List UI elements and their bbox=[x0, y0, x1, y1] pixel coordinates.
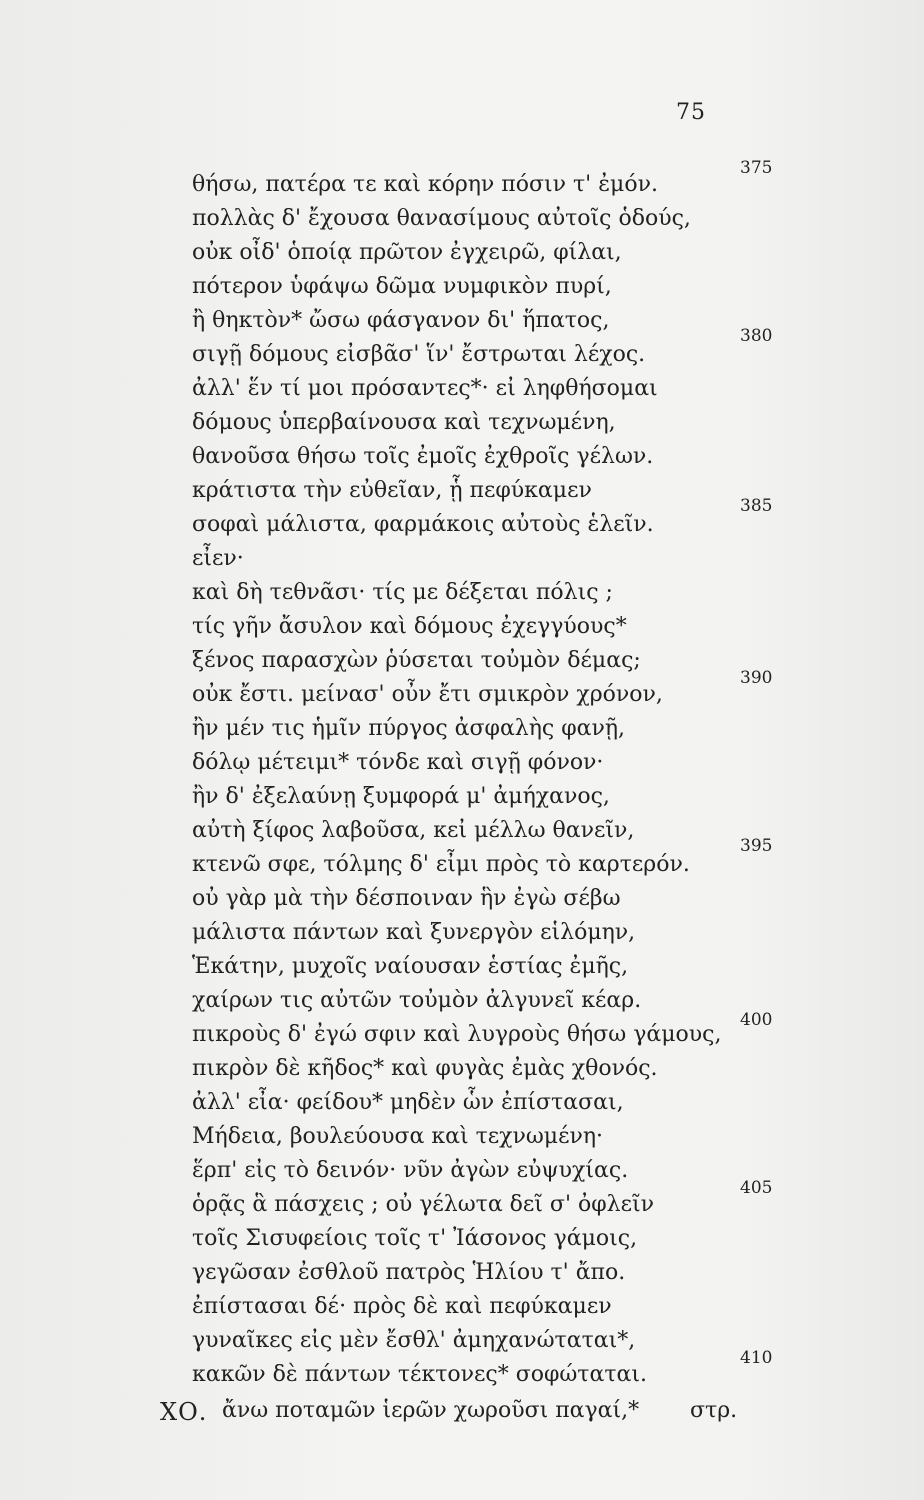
verse-line: πότερον ὑφάψω δῶμα νυμφικὸν πυρί, bbox=[192, 274, 612, 299]
verse-line: σοφαὶ μάλιστα, φαρμάκοις αὐτοὺς ἑλεῖν. bbox=[192, 512, 654, 537]
verse-line: ἢν μέν τις ἡμῖν πύργος ἀσφαλὴς φανῇ, bbox=[192, 716, 626, 741]
line-number: 390 bbox=[740, 668, 773, 688]
verse-line: εἶεν· bbox=[192, 546, 244, 571]
verse-line: κακῶν δὲ πάντων τέκτονες* σοφώταται. bbox=[192, 1362, 647, 1387]
line-number: 400 bbox=[740, 1010, 773, 1030]
line-number: 395 bbox=[740, 836, 773, 856]
verse-line: κράτιστα τὴν εὐθεῖαν, ᾗ πεφύκαμεν bbox=[192, 478, 592, 503]
verse-line: θήσω, πατέρα τε καὶ κόρην πόσιν τ' ἐμόν. bbox=[192, 172, 658, 197]
verse-line: σιγῇ δόμους εἰσβᾶσ' ἵν' ἔστρωται λέχος. bbox=[192, 342, 646, 367]
verse-line: γυναῖκες εἰς μὲν ἔσθλ' ἀμηχανώταται*, bbox=[192, 1328, 636, 1353]
verse-line: Μήδεια, βουλεύουσα καὶ τεχνωμένη· bbox=[192, 1124, 604, 1149]
line-number: 405 bbox=[740, 1178, 773, 1198]
verse-line: θανοῦσα θήσω τοῖς ἐμοῖς ἐχθροῖς γέλων. bbox=[192, 444, 654, 469]
verse-line: πολλὰς δ' ἔχουσα θανασίμους αὐτοῖς ὁδούς, bbox=[192, 206, 691, 231]
verse-line: τίς γῆν ἄσυλον καὶ δόμους ἐχεγγύους* bbox=[192, 614, 627, 639]
line-number: 385 bbox=[740, 496, 773, 516]
verse-line: καὶ δὴ τεθνᾶσι· τίς με δέξεται πόλις ; bbox=[192, 580, 613, 605]
verse-line: ἐπίστασαι δέ· πρὸς δὲ καὶ πεφύκαμεν bbox=[192, 1294, 612, 1319]
verse-line: δόλῳ μέτειμι* τόνδε καὶ σιγῇ φόνον· bbox=[192, 750, 604, 775]
verse-line: ξένος παρασχὼν ῥύσεται τοὐμὸν δέμας; bbox=[192, 648, 641, 673]
verse-line: κτενῶ σφε, τόλμης δ' εἶμι πρὸς τὸ καρτερόν. bbox=[192, 852, 690, 877]
verse-line: τοῖς Σισυφείοις τοῖς τ' Ἰάσονος γάμοις, bbox=[192, 1226, 638, 1251]
stanza-mark: στρ. bbox=[690, 1398, 738, 1423]
verse-line: ἢν δ' ἐξελαύνῃ ξυμφορά μ' ἀμήχανος, bbox=[192, 784, 610, 809]
verse-line: δόμους ὑπερβαίνουσα καὶ τεχνωμένη, bbox=[192, 410, 616, 435]
verse-line: γεγῶσαν ἐσθλοῦ πατρὸς Ἡλίου τ' ἄπο. bbox=[192, 1260, 626, 1285]
verse-line: οὐκ οἶδ' ὁποίᾳ πρῶτον ἐγχειρῶ, φίλαι, bbox=[192, 240, 622, 265]
line-number: 375 bbox=[740, 158, 773, 178]
verse-line: πικρὸν δὲ κῆδος* καὶ φυγὰς ἐμὰς χθονός. bbox=[192, 1056, 658, 1081]
verse-line: ἕρπ' εἰς τὸ δεινόν· νῦν ἀγὼν εὐψυχίας. bbox=[192, 1158, 629, 1183]
page-number: 75 bbox=[676, 100, 706, 125]
line-number: 410 bbox=[740, 1348, 773, 1368]
verse-line: χαίρων τις αὐτῶν τοὐμὸν ἀλγυνεῖ κέαρ. bbox=[192, 988, 642, 1013]
verse-line: Ἑκάτην, μυχοῖς ναίουσαν ἑστίας ἐμῆς, bbox=[192, 954, 629, 979]
verse-line: ἀλλ' εἶα· φείδου* μηδὲν ὧν ἐπίστασαι, bbox=[192, 1090, 624, 1115]
verse-line: οὐκ ἔστι. μείνασ' οὖν ἔτι σμικρὸν χρόνον, bbox=[192, 682, 663, 707]
verse-line: οὐ γὰρ μὰ τὴν δέσποιναν ἣν ἐγὼ σέβω bbox=[192, 886, 621, 911]
verse-line: αὐτὴ ξίφος λαβοῦσα, κεἰ μέλλω θανεῖν, bbox=[192, 818, 635, 843]
verse-line: ἀλλ' ἕν τί μοι πρόσαντες*· εἰ ληφθήσομαι bbox=[192, 376, 658, 401]
verse-line-chorus: ἄνω ποταμῶν ἱερῶν χωροῦσι παγαί,* bbox=[222, 1398, 640, 1423]
line-number: 380 bbox=[740, 326, 773, 346]
verse-line: ἢ θηκτὸν* ὤσω φάσγανον δι' ἥπατος, bbox=[192, 308, 610, 333]
verse-line: μάλιστα πάντων καὶ ξυνεργὸν εἱλόμην, bbox=[192, 920, 636, 945]
speaker-label: ΧΟ. bbox=[160, 1398, 208, 1426]
verse-line: πικροὺς δ' ἐγώ σφιν καὶ λυγροὺς θήσω γάμους, bbox=[192, 1022, 722, 1047]
verse-line: ὁρᾷς ἃ πάσχεις ; οὐ γέλωτα δεῖ σ' ὀφλεῖν bbox=[192, 1192, 654, 1217]
